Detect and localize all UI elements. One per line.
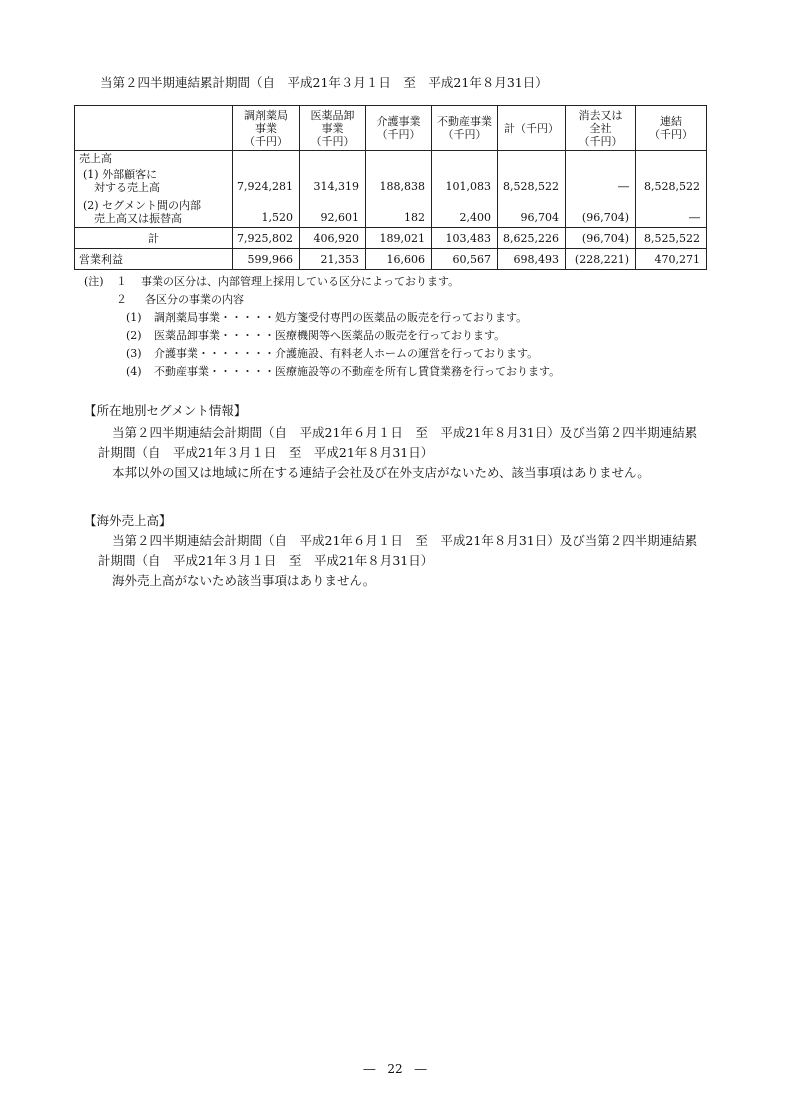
overseas-sales-title: 【海外売上高】 — [84, 513, 172, 528]
table-cell: 8,525,522 — [636, 228, 707, 249]
location-segment-line-2: 計期間（自 平成21年３月１日 至 平成21年８月31日） — [98, 445, 434, 460]
note-item-number: (1) — [126, 311, 142, 324]
table-cell: 182 — [366, 196, 432, 228]
table-cell: ― — [636, 196, 707, 228]
note-item-text: 介護事業・・・・・・・介護施設、有料老人ホームの運営を行っております。 — [154, 347, 539, 360]
table-row-operating-income — [75, 249, 707, 270]
note-item-number: (3) — [126, 347, 142, 360]
table-cell: 60,567 — [432, 249, 498, 270]
column-header: 調剤薬局 事業 （千円） — [233, 106, 300, 151]
table-cell: (96,704) — [566, 196, 636, 228]
period-heading: 当第２四半期連結累計期間（自 平成21年３月１日 至 平成21年８月31日） — [100, 75, 548, 90]
note-item — [84, 345, 560, 363]
table-cell: 314,319 — [300, 165, 366, 196]
table-cell: 101,083 — [432, 165, 498, 196]
table-cell: 96,704 — [498, 196, 566, 228]
table-row-total — [75, 228, 707, 249]
column-header: 連結 （千円） — [636, 106, 707, 151]
table-cell: 470,271 — [636, 249, 707, 270]
table-cell: 698,493 — [498, 249, 566, 270]
location-segment-title: 【所在地別セグメント情報】 — [84, 403, 247, 418]
table-cell: 8,625,226 — [498, 228, 566, 249]
note-item-number: (4) — [126, 365, 142, 378]
note-text: 事業の区分は、内部管理上採用している区分によっております。 — [141, 275, 460, 288]
table-notes — [84, 273, 560, 381]
note-text: 各区分の事業の内容 — [145, 293, 244, 306]
table-cell: 21,353 — [300, 249, 366, 270]
table-header-row — [75, 106, 707, 151]
overseas-sales-line-3: 海外売上高がないため該当事項はありません。 — [112, 573, 376, 588]
note-item-number: (2) — [126, 329, 142, 342]
location-segment-line-3: 本邦以外の国又は地域に所在する連結子会社及び在外支店がないため、該当事項はありません。 — [112, 465, 650, 480]
table-cell: 8,528,522 — [498, 165, 566, 196]
note-number: ２ — [116, 293, 127, 306]
segment-table — [74, 105, 707, 270]
table-cell: 7,924,281 — [233, 165, 300, 196]
column-header: 医薬品卸 事業 （千円） — [300, 106, 366, 151]
table-row — [75, 165, 707, 196]
column-header: 計（千円） — [498, 106, 566, 151]
note-item-text: 調剤薬局事業・・・・・処方箋受付専門の医薬品の販売を行っております。 — [154, 311, 528, 324]
note-number: １ — [116, 275, 127, 288]
table-cell: (228,221) — [566, 249, 636, 270]
overseas-sales-line-2: 計期間（自 平成21年３月１日 至 平成21年８月31日） — [98, 553, 434, 568]
table-cell: 1,520 — [233, 196, 300, 228]
table-cell: 8,528,522 — [636, 165, 707, 196]
note-item — [84, 327, 560, 345]
table-cell: 7,925,802 — [233, 228, 300, 249]
location-segment-line-1: 当第２四半期連結会計期間（自 平成21年６月１日 至 平成21年８月31日）及び当第２四半期連結累 — [112, 425, 698, 440]
note-item — [84, 309, 560, 327]
table-cell: (96,704) — [566, 228, 636, 249]
column-header: 介護事業 （千円） — [366, 106, 432, 151]
row-label: (1) 外部顧客に 対する売上高 — [83, 167, 160, 194]
column-header — [75, 106, 233, 151]
note-item-text: 医薬品卸事業・・・・・医療機関等へ医薬品の販売を行っております。 — [154, 329, 506, 342]
note-1 — [84, 273, 560, 291]
note-2 — [84, 291, 560, 309]
table-cell: 92,601 — [300, 196, 366, 228]
table-row — [75, 196, 707, 228]
table-cell: 189,021 — [366, 228, 432, 249]
column-header: 不動産事業 （千円） — [432, 106, 498, 151]
note-item-text: 不動産事業・・・・・・医療施設等の不動産を所有し賃貸業務を行っております。 — [154, 365, 561, 378]
row-label: (2) セグメント間の内部 売上高又は振替高 — [83, 198, 201, 225]
table-cell: 103,483 — [432, 228, 498, 249]
note-item — [84, 363, 560, 381]
table-cell: ― — [566, 165, 636, 196]
note-prefix: (注) — [84, 275, 104, 288]
table-cell: 599,966 — [233, 249, 300, 270]
row-label: 営業利益 — [75, 249, 233, 270]
column-header: 消去又は 全社 （千円） — [566, 106, 636, 151]
section-label: 売上高 — [75, 151, 233, 166]
row-label: 計 — [75, 228, 233, 249]
table-cell: 406,920 — [300, 228, 366, 249]
table-cell: 16,606 — [366, 249, 432, 270]
page-number: ― 22 ― — [363, 1062, 427, 1076]
table-cell: 2,400 — [432, 196, 498, 228]
overseas-sales-line-1: 当第２四半期連結会計期間（自 平成21年６月１日 至 平成21年８月31日）及び当第２四半期連結累 — [112, 533, 698, 548]
table-cell: 188,838 — [366, 165, 432, 196]
table-row — [75, 151, 707, 166]
